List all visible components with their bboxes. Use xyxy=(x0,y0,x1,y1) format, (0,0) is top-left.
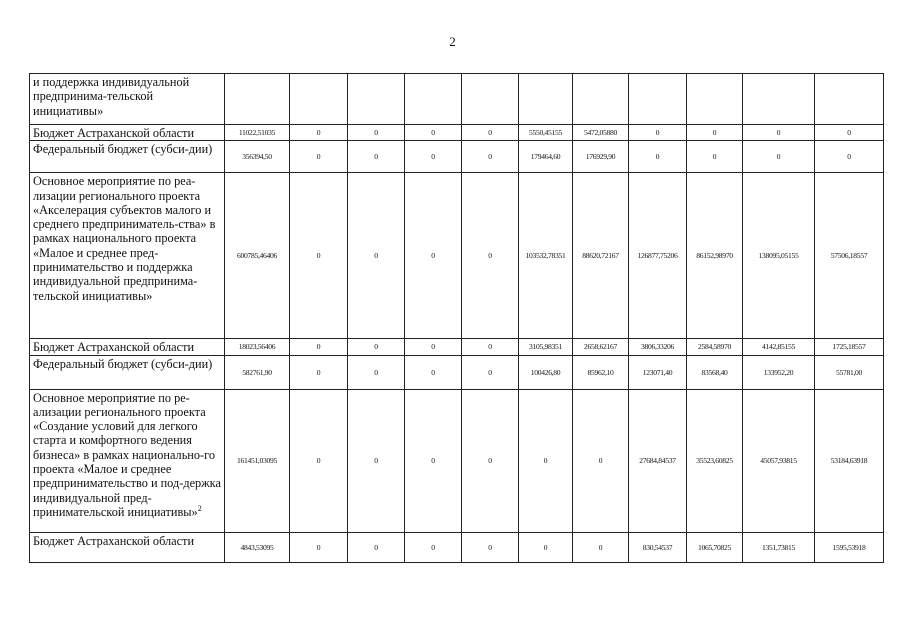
value-cell: 356394,50 xyxy=(225,141,290,173)
value-cell xyxy=(225,74,290,125)
value-cell: 0 xyxy=(290,389,348,532)
value-cell: 0 xyxy=(290,355,348,389)
value-cell: 45057,93815 xyxy=(743,389,815,532)
value-cell: 0 xyxy=(348,173,405,339)
table-row xyxy=(30,141,884,173)
table-row xyxy=(30,532,884,562)
value-cell: 0 xyxy=(405,339,462,355)
value-cell: 1725,18557 xyxy=(815,339,884,355)
value-cell: 582761,90 xyxy=(225,355,290,389)
value-cell: 53184,63918 xyxy=(815,389,884,532)
value-cell: 103532,78351 xyxy=(519,173,573,339)
value-cell: 138095,05155 xyxy=(743,173,815,339)
value-cell xyxy=(290,74,348,125)
value-cell: 133952,20 xyxy=(743,355,815,389)
value-cell: 27684,84537 xyxy=(629,389,687,532)
value-cell: 0 xyxy=(573,532,629,562)
row-label-text: Бюджет Астраханской области xyxy=(33,126,195,140)
value-cell: 35523,60825 xyxy=(687,389,743,532)
value-cell: 1065,70825 xyxy=(687,532,743,562)
value-cell: 0 xyxy=(462,532,519,562)
table-row xyxy=(30,389,884,532)
value-cell: 161451,03095 xyxy=(225,389,290,532)
value-cell: 830,54537 xyxy=(629,532,687,562)
value-cell: 3806,33206 xyxy=(629,339,687,355)
value-cell: 0 xyxy=(405,389,462,532)
row-label xyxy=(30,141,225,173)
row-label-text: Бюджет Астраханской области xyxy=(33,340,195,355)
value-cell xyxy=(573,74,629,125)
value-cell: 5472,05880 xyxy=(573,125,629,141)
row-label-text: Бюджет Астраханской области xyxy=(33,533,195,548)
value-cell: 0 xyxy=(462,339,519,355)
value-cell: 0 xyxy=(687,125,743,141)
value-cell: 0 xyxy=(687,141,743,173)
value-cell: 0 xyxy=(519,532,573,562)
value-cell: 0 xyxy=(348,339,405,355)
value-cell: 0 xyxy=(290,125,348,141)
value-cell: 2584,58970 xyxy=(687,339,743,355)
budget-table xyxy=(29,73,884,563)
value-cell: 0 xyxy=(462,141,519,173)
table-row xyxy=(30,339,884,355)
table-row xyxy=(30,173,884,339)
value-cell: 0 xyxy=(405,141,462,173)
value-cell: 600785,46406 xyxy=(225,173,290,339)
value-cell: 1595,53918 xyxy=(815,532,884,562)
row-label xyxy=(30,389,225,532)
value-cell: 57506,18557 xyxy=(815,173,884,339)
value-cell: 4142,85155 xyxy=(743,339,815,355)
table-row xyxy=(30,125,884,141)
value-cell: 85962,10 xyxy=(573,355,629,389)
value-cell: 83568,40 xyxy=(687,355,743,389)
value-cell xyxy=(348,74,405,125)
value-cell: 0 xyxy=(405,125,462,141)
value-cell: 123071,40 xyxy=(629,355,687,389)
value-cell: 0 xyxy=(405,173,462,339)
value-cell: 55781,00 xyxy=(815,355,884,389)
value-cell: 176929,90 xyxy=(573,141,629,173)
value-cell: 0 xyxy=(629,125,687,141)
row-label-text: Основное мероприятие по реа-лизации регионального проекта «Акселерация субъектов малого и среднего предприниматель-ства» в рамках национального проекта «Малое и среднее пред-принимательство и поддержка индивидуальной предпринима-тельской инициативы» xyxy=(33,174,216,303)
value-cell: 0 xyxy=(462,125,519,141)
value-cell: 0 xyxy=(815,125,884,141)
row-label xyxy=(30,339,225,355)
value-cell: 0 xyxy=(573,389,629,532)
value-cell: 100426,80 xyxy=(519,355,573,389)
value-cell: 0 xyxy=(462,355,519,389)
page-number: 2 xyxy=(449,34,456,49)
value-cell: 4843,53095 xyxy=(225,532,290,562)
value-cell: 0 xyxy=(348,355,405,389)
value-cell: 0 xyxy=(519,389,573,532)
value-cell: 0 xyxy=(405,355,462,389)
row-label-text: и поддержка индивидуальной предпринима-тельской инициативы» xyxy=(33,75,190,118)
value-cell: 0 xyxy=(743,141,815,173)
value-cell: 3105,98351 xyxy=(519,339,573,355)
value-cell: 0 xyxy=(290,339,348,355)
value-cell: 0 xyxy=(348,532,405,562)
footnote-marker: 2 xyxy=(197,503,202,513)
row-label xyxy=(30,173,225,339)
value-cell xyxy=(405,74,462,125)
value-cell xyxy=(462,74,519,125)
value-cell: 0 xyxy=(290,141,348,173)
row-label-text: Федеральный бюджет (субси-дии) xyxy=(33,142,213,157)
value-cell xyxy=(815,74,884,125)
value-cell: 2658,62167 xyxy=(573,339,629,355)
value-cell: 86152,98970 xyxy=(687,173,743,339)
value-cell: 1351,73815 xyxy=(743,532,815,562)
value-cell: 0 xyxy=(348,389,405,532)
row-label-text: Федеральный бюджет (субси-дии) xyxy=(33,356,213,371)
value-cell: 0 xyxy=(348,125,405,141)
value-cell: 0 xyxy=(348,141,405,173)
value-cell xyxy=(629,74,687,125)
value-cell: 0 xyxy=(462,173,519,339)
value-cell: 179464,60 xyxy=(519,141,573,173)
value-cell: 11022,51035 xyxy=(225,125,290,141)
value-cell: 0 xyxy=(290,532,348,562)
row-label-text: Основное мероприятие по ре-ализации регионального проекта «Создание условий для легкого старта и комфортного ведения бизнеса» в рамках национально-го проекта «Малое и среднее предпринимательство и под-держка индивидуальной пред-принимательской инициативы» xyxy=(33,390,221,519)
row-label xyxy=(30,74,225,125)
value-cell: 0 xyxy=(629,141,687,173)
table-row xyxy=(30,355,884,389)
value-cell: 88620,72167 xyxy=(573,173,629,339)
value-cell xyxy=(519,74,573,125)
value-cell: 0 xyxy=(815,141,884,173)
table-row xyxy=(30,74,884,125)
value-cell xyxy=(743,74,815,125)
value-cell xyxy=(687,74,743,125)
value-cell: 0 xyxy=(743,125,815,141)
value-cell: 5550,45155 xyxy=(519,125,573,141)
row-label xyxy=(30,125,225,141)
value-cell: 126877,75206 xyxy=(629,173,687,339)
row-label xyxy=(30,355,225,389)
value-cell: 0 xyxy=(462,389,519,532)
value-cell: 18023,56406 xyxy=(225,339,290,355)
value-cell: 0 xyxy=(290,173,348,339)
row-label xyxy=(30,532,225,562)
value-cell: 0 xyxy=(405,532,462,562)
